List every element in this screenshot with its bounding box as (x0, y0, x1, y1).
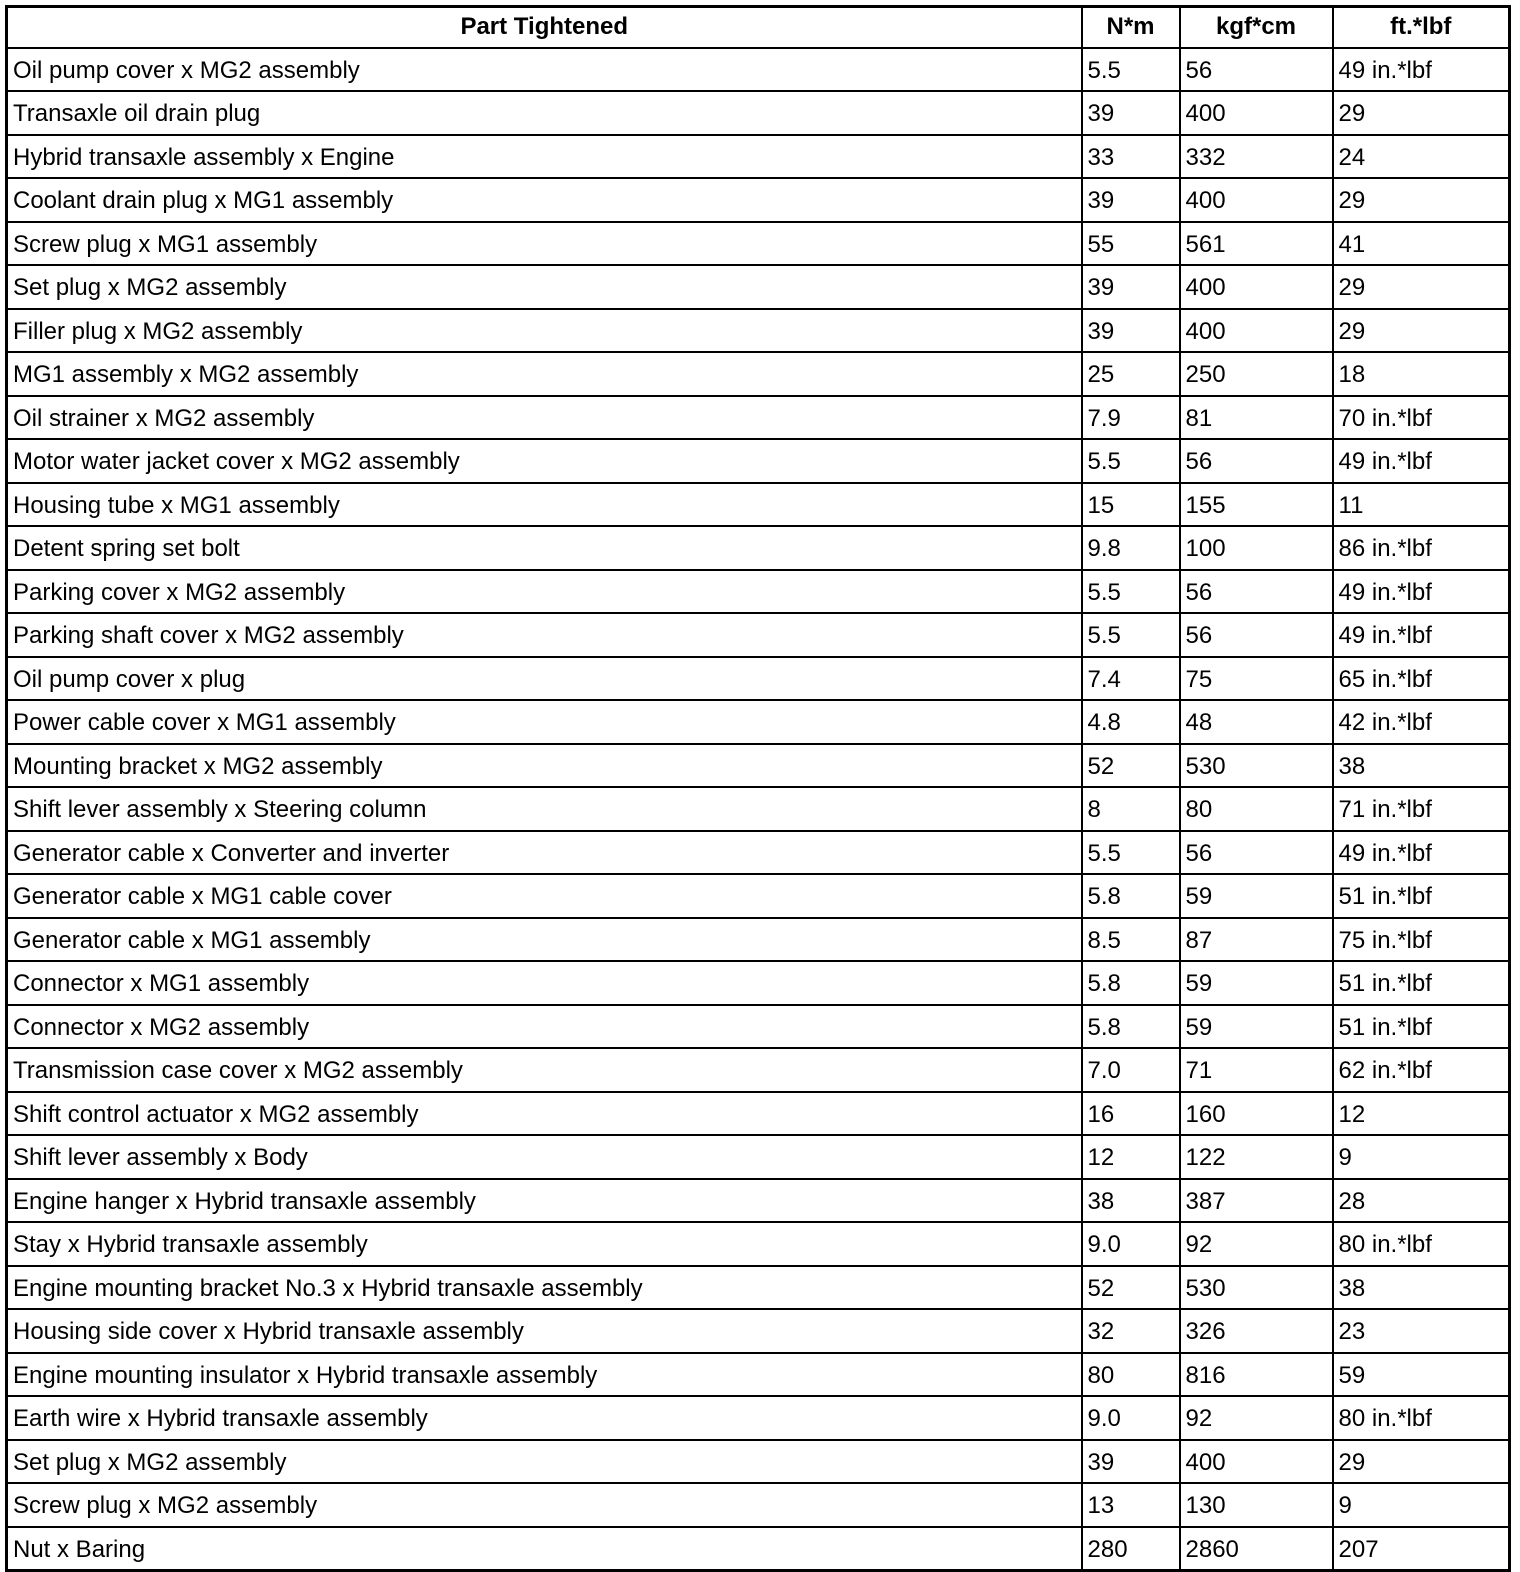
ft-lbf-cell: 65 in.*lbf (1333, 657, 1510, 701)
table-row (7, 352, 1510, 396)
table-row (7, 309, 1510, 353)
table-row (7, 831, 1510, 875)
table-row (7, 48, 1510, 92)
kgf-cm-cell: 387 (1180, 1179, 1333, 1223)
part-cell: Oil strainer x MG2 assembly (7, 396, 1082, 440)
part-cell: Housing tube x MG1 assembly (7, 483, 1082, 527)
nm-cell: 5.8 (1082, 1005, 1180, 1049)
table-row (7, 1222, 1510, 1266)
nm-cell: 280 (1082, 1527, 1180, 1571)
part-cell: Earth wire x Hybrid transaxle assembly (7, 1396, 1082, 1440)
kgf-cm-cell: 56 (1180, 831, 1333, 875)
nm-cell: 13 (1082, 1483, 1180, 1527)
nm-cell: 15 (1082, 483, 1180, 527)
table-row (7, 265, 1510, 309)
part-cell: Filler plug x MG2 assembly (7, 309, 1082, 353)
kgf-cm-cell: 48 (1180, 700, 1333, 744)
table-row (7, 1440, 1510, 1484)
nm-cell: 12 (1082, 1135, 1180, 1179)
table-row (7, 700, 1510, 744)
part-cell: Shift control actuator x MG2 assembly (7, 1092, 1082, 1136)
torque-spec-table (5, 5, 1511, 1572)
kgf-cm-cell: 56 (1180, 48, 1333, 92)
table-row (7, 1396, 1510, 1440)
table-row (7, 396, 1510, 440)
ft-lbf-cell: 70 in.*lbf (1333, 396, 1510, 440)
ft-lbf-cell: 49 in.*lbf (1333, 613, 1510, 657)
kgf-cm-cell: 80 (1180, 787, 1333, 831)
ft-lbf-cell: 29 (1333, 178, 1510, 222)
nm-cell: 4.8 (1082, 700, 1180, 744)
kgf-cm-cell: 71 (1180, 1048, 1333, 1092)
part-cell: Set plug x MG2 assembly (7, 265, 1082, 309)
kgf-cm-cell: 75 (1180, 657, 1333, 701)
part-cell: Transmission case cover x MG2 assembly (7, 1048, 1082, 1092)
table-row (7, 178, 1510, 222)
part-cell: Engine mounting insulator x Hybrid transaxle assembly (7, 1353, 1082, 1397)
table-row (7, 1092, 1510, 1136)
ft-lbf-cell: 75 in.*lbf (1333, 918, 1510, 962)
header-row (7, 7, 1510, 48)
nm-cell: 9.0 (1082, 1396, 1180, 1440)
kgf-cm-cell: 59 (1180, 874, 1333, 918)
table-row (7, 1005, 1510, 1049)
table-row (7, 1309, 1510, 1353)
table-row (7, 744, 1510, 788)
ft-lbf-cell: 23 (1333, 1309, 1510, 1353)
ft-lbf-cell: 49 in.*lbf (1333, 439, 1510, 483)
ft-lbf-cell: 29 (1333, 1440, 1510, 1484)
kgf-cm-cell: 130 (1180, 1483, 1333, 1527)
kgf-cm-cell: 81 (1180, 396, 1333, 440)
ft-lbf-cell: 49 in.*lbf (1333, 570, 1510, 614)
ft-lbf-cell: 24 (1333, 135, 1510, 179)
kgf-cm-cell: 56 (1180, 613, 1333, 657)
kgf-cm-cell: 816 (1180, 1353, 1333, 1397)
kgf-cm-cell: 530 (1180, 1266, 1333, 1310)
nm-cell: 39 (1082, 91, 1180, 135)
ft-lbf-cell: 80 in.*lbf (1333, 1396, 1510, 1440)
part-cell: Parking shaft cover x MG2 assembly (7, 613, 1082, 657)
table-body (7, 48, 1510, 1571)
part-cell: Shift lever assembly x Body (7, 1135, 1082, 1179)
ft-lbf-cell: 51 in.*lbf (1333, 874, 1510, 918)
kgf-cm-cell: 400 (1180, 265, 1333, 309)
kgf-cm-cell: 400 (1180, 1440, 1333, 1484)
nm-cell: 16 (1082, 1092, 1180, 1136)
table-row (7, 91, 1510, 135)
nm-cell: 32 (1082, 1309, 1180, 1353)
table-header (7, 7, 1510, 48)
kgf-cm-cell: 326 (1180, 1309, 1333, 1353)
part-cell: Shift lever assembly x Steering column (7, 787, 1082, 831)
kgf-cm-cell: 92 (1180, 1396, 1333, 1440)
kgf-cm-cell: 250 (1180, 352, 1333, 396)
part-cell: Power cable cover x MG1 assembly (7, 700, 1082, 744)
ft-lbf-cell: 9 (1333, 1135, 1510, 1179)
kgf-cm-cell: 160 (1180, 1092, 1333, 1136)
ft-lbf-cell: 38 (1333, 1266, 1510, 1310)
nm-cell: 9.0 (1082, 1222, 1180, 1266)
kgf-cm-cell: 400 (1180, 309, 1333, 353)
kgf-cm-cell: 59 (1180, 1005, 1333, 1049)
kgf-cm-cell: 56 (1180, 439, 1333, 483)
ft-lbf-cell: 9 (1333, 1483, 1510, 1527)
table-row (7, 570, 1510, 614)
part-cell: Set plug x MG2 assembly (7, 1440, 1082, 1484)
ft-lbf-cell: 86 in.*lbf (1333, 526, 1510, 570)
nm-cell: 25 (1082, 352, 1180, 396)
table-row (7, 961, 1510, 1005)
part-cell: Mounting bracket x MG2 assembly (7, 744, 1082, 788)
part-cell: Transaxle oil drain plug (7, 91, 1082, 135)
ft-lbf-cell: 28 (1333, 1179, 1510, 1223)
nm-cell: 39 (1082, 1440, 1180, 1484)
ft-lbf-cell: 49 in.*lbf (1333, 831, 1510, 875)
table-row (7, 874, 1510, 918)
header-kgf-cm: kgf*cm (1180, 7, 1333, 48)
ft-lbf-cell: 80 in.*lbf (1333, 1222, 1510, 1266)
ft-lbf-cell: 29 (1333, 309, 1510, 353)
ft-lbf-cell: 18 (1333, 352, 1510, 396)
kgf-cm-cell: 100 (1180, 526, 1333, 570)
kgf-cm-cell: 59 (1180, 961, 1333, 1005)
kgf-cm-cell: 400 (1180, 91, 1333, 135)
ft-lbf-cell: 51 in.*lbf (1333, 1005, 1510, 1049)
ft-lbf-cell: 62 in.*lbf (1333, 1048, 1510, 1092)
nm-cell: 5.5 (1082, 831, 1180, 875)
part-cell: Motor water jacket cover x MG2 assembly (7, 439, 1082, 483)
nm-cell: 9.8 (1082, 526, 1180, 570)
part-cell: Connector x MG2 assembly (7, 1005, 1082, 1049)
table-row (7, 135, 1510, 179)
ft-lbf-cell: 38 (1333, 744, 1510, 788)
ft-lbf-cell: 12 (1333, 1092, 1510, 1136)
part-cell: Generator cable x MG1 assembly (7, 918, 1082, 962)
table-row (7, 1483, 1510, 1527)
part-cell: Screw plug x MG2 assembly (7, 1483, 1082, 1527)
kgf-cm-cell: 332 (1180, 135, 1333, 179)
kgf-cm-cell: 400 (1180, 178, 1333, 222)
header-nm: N*m (1082, 7, 1180, 48)
header-part-tightened: Part Tightened (7, 7, 1082, 48)
ft-lbf-cell: 29 (1333, 91, 1510, 135)
table-row (7, 613, 1510, 657)
ft-lbf-cell: 29 (1333, 265, 1510, 309)
part-cell: Hybrid transaxle assembly x Engine (7, 135, 1082, 179)
ft-lbf-cell: 42 in.*lbf (1333, 700, 1510, 744)
ft-lbf-cell: 41 (1333, 222, 1510, 266)
table-row (7, 1048, 1510, 1092)
table-row (7, 1135, 1510, 1179)
kgf-cm-cell: 56 (1180, 570, 1333, 614)
nm-cell: 33 (1082, 135, 1180, 179)
part-cell: Coolant drain plug x MG1 assembly (7, 178, 1082, 222)
kgf-cm-cell: 2860 (1180, 1527, 1333, 1571)
part-cell: Oil pump cover x MG2 assembly (7, 48, 1082, 92)
table-row (7, 1266, 1510, 1310)
part-cell: Stay x Hybrid transaxle assembly (7, 1222, 1082, 1266)
part-cell: Engine hanger x Hybrid transaxle assembly (7, 1179, 1082, 1223)
table-row (7, 1353, 1510, 1397)
nm-cell: 39 (1082, 309, 1180, 353)
nm-cell: 5.5 (1082, 48, 1180, 92)
kgf-cm-cell: 530 (1180, 744, 1333, 788)
table-row (7, 1179, 1510, 1223)
ft-lbf-cell: 49 in.*lbf (1333, 48, 1510, 92)
nm-cell: 55 (1082, 222, 1180, 266)
part-cell: Generator cable x MG1 cable cover (7, 874, 1082, 918)
table-row (7, 918, 1510, 962)
nm-cell: 7.0 (1082, 1048, 1180, 1092)
part-cell: Connector x MG1 assembly (7, 961, 1082, 1005)
part-cell: Detent spring set bolt (7, 526, 1082, 570)
header-ft-lbf: ft.*lbf (1333, 7, 1510, 48)
kgf-cm-cell: 122 (1180, 1135, 1333, 1179)
table-row (7, 483, 1510, 527)
nm-cell: 7.9 (1082, 396, 1180, 440)
ft-lbf-cell: 59 (1333, 1353, 1510, 1397)
ft-lbf-cell: 11 (1333, 483, 1510, 527)
nm-cell: 52 (1082, 744, 1180, 788)
table-row (7, 222, 1510, 266)
table-row (7, 526, 1510, 570)
nm-cell: 7.4 (1082, 657, 1180, 701)
part-cell: Screw plug x MG1 assembly (7, 222, 1082, 266)
part-cell: Oil pump cover x plug (7, 657, 1082, 701)
nm-cell: 8.5 (1082, 918, 1180, 962)
part-cell: Generator cable x Converter and inverter (7, 831, 1082, 875)
nm-cell: 5.5 (1082, 439, 1180, 483)
part-cell: Nut x Baring (7, 1527, 1082, 1571)
table-row (7, 657, 1510, 701)
table-row (7, 1527, 1510, 1571)
kgf-cm-cell: 561 (1180, 222, 1333, 266)
nm-cell: 52 (1082, 1266, 1180, 1310)
nm-cell: 5.5 (1082, 570, 1180, 614)
kgf-cm-cell: 155 (1180, 483, 1333, 527)
nm-cell: 39 (1082, 265, 1180, 309)
part-cell: Parking cover x MG2 assembly (7, 570, 1082, 614)
nm-cell: 5.8 (1082, 961, 1180, 1005)
part-cell: MG1 assembly x MG2 assembly (7, 352, 1082, 396)
ft-lbf-cell: 51 in.*lbf (1333, 961, 1510, 1005)
nm-cell: 39 (1082, 178, 1180, 222)
table-row (7, 439, 1510, 483)
part-cell: Engine mounting bracket No.3 x Hybrid transaxle assembly (7, 1266, 1082, 1310)
table-row (7, 787, 1510, 831)
nm-cell: 5.8 (1082, 874, 1180, 918)
nm-cell: 38 (1082, 1179, 1180, 1223)
ft-lbf-cell: 71 in.*lbf (1333, 787, 1510, 831)
kgf-cm-cell: 87 (1180, 918, 1333, 962)
nm-cell: 5.5 (1082, 613, 1180, 657)
ft-lbf-cell: 207 (1333, 1527, 1510, 1571)
nm-cell: 8 (1082, 787, 1180, 831)
nm-cell: 80 (1082, 1353, 1180, 1397)
kgf-cm-cell: 92 (1180, 1222, 1333, 1266)
part-cell: Housing side cover x Hybrid transaxle assembly (7, 1309, 1082, 1353)
